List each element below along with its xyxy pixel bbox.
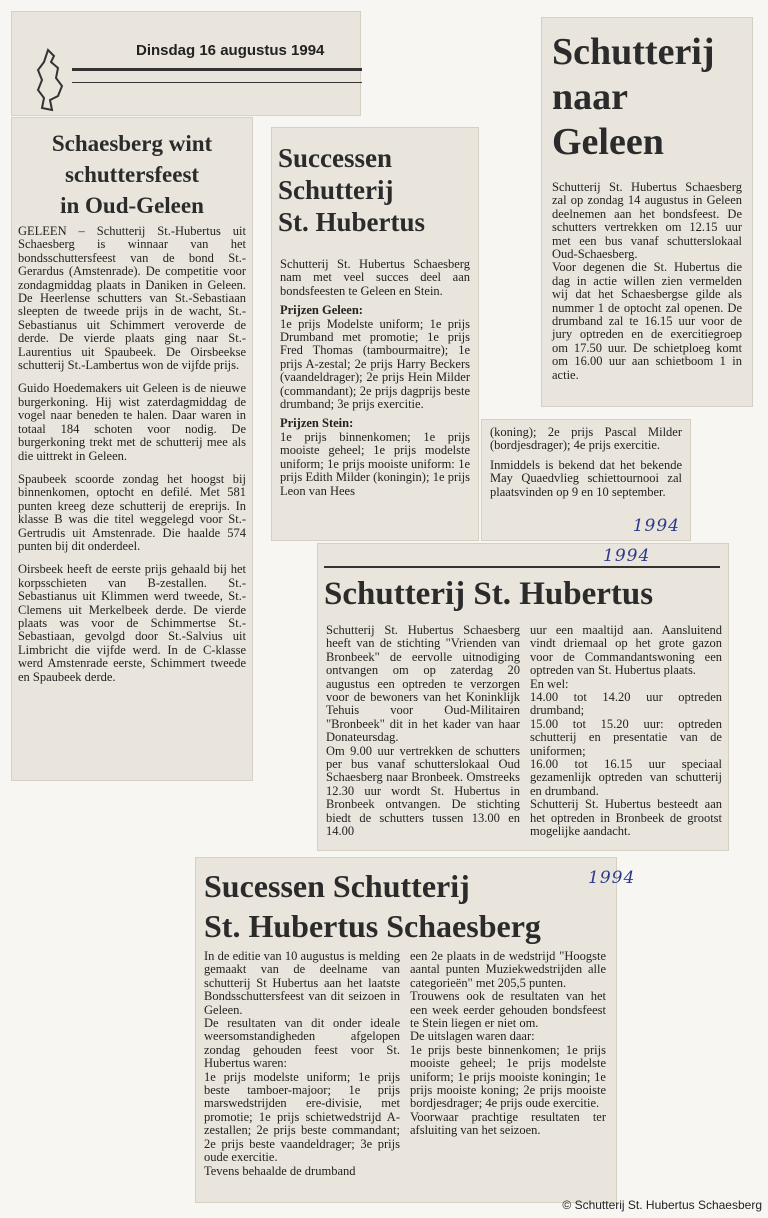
handwritten-year: 1994 bbox=[632, 516, 680, 536]
article-naar-geleen bbox=[542, 18, 752, 406]
clipping-schaesberg-wint bbox=[12, 12, 360, 115]
article-successen bbox=[272, 128, 478, 540]
column-text: Schutterij St. Hubertus Schaesberg heeft van de stichting "Vrienden van Bronbeek" de eervolle uitnodiging ontvangen om op zaterdag 20 augustus een optreden te verzorgen voor de bewoners van het Koninklijk Tehuis voor Oud-Militairen "Bronbeek" dit in het kader van haar Donateursdag. Om 9.00 uur vertrekken de schutters per bus vanaf schutterslokaal Oud Schaesberg naar Bronbeek. Omstreeks 12.30 uur wordt St. Hubertus in Bronbeek ontvangen. De stichting biedt de schutters tussen 13.00 en 14.00 bbox=[326, 623, 520, 839]
paragraph: Inmiddels is bekend dat het bekende May Quaedvlieg schiettournooi zal plaatsvinden op 9 en 10 september. bbox=[490, 457, 682, 499]
headline: Sucessen Schutterij St. Hubertus Schaesberg bbox=[204, 868, 541, 944]
prize-list: 1e prijs binnenkomen; 1e prijs mooiste geheel; 1e prijs modelste uniform; 1e prijs mooiste uniform: 1e prijs Edith Milder (koningin); 1e prijs Leon van Hees bbox=[280, 429, 470, 498]
limburg-map-icon bbox=[30, 46, 70, 116]
headline: Schutterij naar Geleen bbox=[552, 31, 715, 163]
article-schaesberg-wint bbox=[12, 118, 252, 780]
paragraph: Spaubeek scoorde zondag het hoogst bij binnenkomen, optocht en defilé. Met 581 punten kreeg deze schutterij de ereprijs. In klasse B was die titel weggelegd voor St.-Gertrudis uit Amstenrade. Die haalde 574 punten bij dit onderdeel. bbox=[18, 471, 246, 553]
dateline: Dinsdag 16 augustus 1994 bbox=[136, 42, 325, 59]
paragraph: Oirsbeek heeft de eerste prijs gehaald bij het korpsschieten van B-zestallen. St.-Sebastianus uit Klimmen werd tweede, St.-Clemens uit Merkelbeek derde. De vierde plaats was voor de Schimmertse St.-Sebastiaan, gevolgd door St.-Salvius uit Limbricht die vijfde werd. In de C-klasse werd Amstenrade eerste, Schimmert tweede en Spaubeek derde. bbox=[18, 562, 246, 684]
paragraph: GELEEN – Schutterij St.-Hubertus uit Schaesberg is winnaar van het bondsschuttersfeest van de bond St.-Gerardus (Amstenrade). De competitie voor zondagmiddag plaats in Daniken in Geleen. De Heerlense schutters van St.-Sebastiaan sleepten de tweede prijs in de wacht, St.-Sebastianus uit Schimmert veroverde de derde. De vierde plaats ging naar St.-Laurentius uit Spaubeek. De Oirsbeekse schutterij St.-Lambertus won de vijfde prijs. bbox=[18, 224, 246, 373]
intro: Schutterij St. Hubertus Schaesberg nam met veel succes deel aan bondsfeesten te Geleen en Stein. bbox=[280, 257, 470, 298]
paragraph: Schutterij St. Hubertus Schaesberg zal op zondag 14 augustus in Geleen deelnemen aan het bondsfeest. De schutters vertrekken om 12.15 uur met een bus vanaf schutterslokaal Oud-Schaesberg. bbox=[552, 180, 742, 262]
column-text: uur een maaltijd aan. Aansluitend vindt driemaal op het grote gazon voor de Commandantswoning een optreden van St. Hubertus plaats. En wel: 14.00 tot 14.20 uur optreden drumband; 15.00 tot 15.20 uur: optreden schutterij en presentatie van de uniformen; 16.00 tot 16.15 uur speciaal gezamenlijk optreden van schutterij en drumband. Schutterij St. Hubertus besteedt aan het optreden in Bronbeek de grootst mogelijke aandacht. bbox=[530, 623, 722, 839]
article-successen-continued bbox=[482, 420, 690, 540]
handwritten-year: 1994 bbox=[588, 868, 636, 888]
paragraph: Voor degenen die St. Hubertus die dag in actie willen zien vermelden wij dat het Schaesbergse gilde als nummer 1 de optocht zal openen. De drumband zal te 16.15 uur voor de jury optreden en de exercitiegroep om 17.50 uur. De schietploeg komt om 16.00 uur aan schietboom 1 in actie. bbox=[552, 260, 742, 382]
prize-list-continued: (koning); 2e prijs Pascal Milder (bordjesdrager); 4e prijs exercitie. bbox=[490, 425, 682, 453]
prize-list: 1e prijs Modelste uniform; 1e prijs Drumband met promotie; 1e prijs Fred Thomas (tambourmaitre); 1e prijs A-zestal; 2e prijs Harry Beckers (vaandeldrager); 2e prijs Hein Milder (commandant); 2e prijs dagprijs beste drumband; 3e prijs exercitie. bbox=[280, 316, 470, 412]
column-text: een 2e plaats in de wedstrijd "Hoogste aantal punten Muziekwedstrijden alle categorieën" met 205,5 punten. Trouwens ook de resultaten van het een week eerder gehouden bondsfeest te Stein liegen er niet om. De uitslagen waren daar: 1e prijs beste binnenkomen; 1e prijs mooiste geheel; 1e prijs modelste uniform; 1e prijs mooiste koningin; 1e prijs mooiste koning; 2e prijs mooiste bordjesdrager; 4e prijs oude exercitie. Voorwaar prachtige resultaten ter afsluiting van het seizoen. bbox=[410, 949, 606, 1138]
handwritten-year: 1994 bbox=[603, 546, 651, 566]
article-sucessen-schaesberg bbox=[196, 858, 636, 1202]
column-text: In de editie van 10 augustus is melding gemaakt van de deelname van schutterij St Hubertus aan het laatste Bondsschuttersfeest van dit seizoen in Geleen. De resultaten van dit onder ideale weersomstandigheden afgelopen zondag gehouden feest voor St. Hubertus waren: 1e prijs modelste uniform; 1e prijs beste tamboer-majoor; 1e prijs marswedstrijden ere-divisie, met promotie; 1e prijs schietwedstrijd A-zestallen; 2e prijs beste commandant; 2e prijs beste vaandeldrager; 3e prijs oude exercitie. Tevens behaalde de drumband bbox=[204, 949, 400, 1178]
paragraph: Guido Hoedemakers uit Geleen is de nieuwe burgerkoning. Hij wist zaterdagmiddag de vogel naar beneden te halen. Daar waren in totaal 184 schoten voor nodig. De burgerkoning trekt met de schutterij mee als die uittrekt in Geleen. bbox=[18, 381, 246, 463]
headline: Schutterij St. Hubertus bbox=[324, 576, 654, 612]
copyright: © Schutterij St. Hubertus Schaesberg bbox=[562, 1198, 762, 1212]
subheading: Prijzen Geleen: bbox=[280, 303, 363, 318]
headline: Successen Schutterij St. Hubertus bbox=[278, 143, 426, 237]
headline: Schaesberg wint schuttersfeest in Oud-Geleen bbox=[51, 131, 213, 218]
subheading: Prijzen Stein: bbox=[280, 416, 354, 431]
article-bronbeek bbox=[318, 544, 728, 850]
